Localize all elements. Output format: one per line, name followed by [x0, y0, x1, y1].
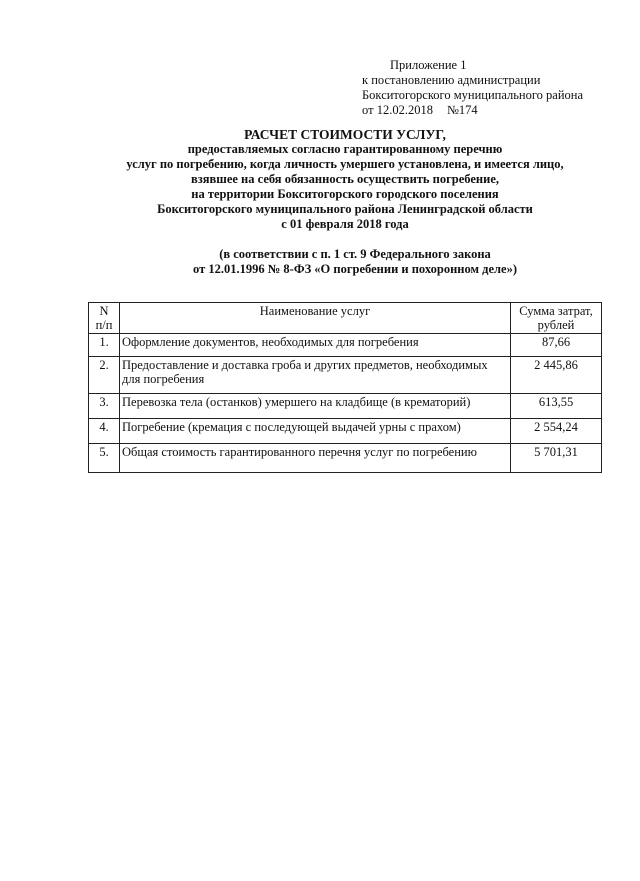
appendix-number: №174 [446, 103, 478, 117]
title-line: предоставляемых согласно гарантированному перечню [187, 142, 503, 156]
service-name: Погребение (кремация с последующей выдачей урны с прахом) [120, 419, 511, 444]
law-reference-line: (в соответствии с п. 1 ст. 9 Федерального закона [219, 247, 491, 261]
table-header-row [89, 303, 602, 334]
table-row [89, 444, 602, 473]
appendix-date: 12.02.2018 [376, 103, 433, 117]
service-sum: 2 445,86 [511, 357, 602, 394]
title-line: Бокситогорского муниципального района Ленинградской области [157, 202, 533, 216]
service-name: Перевозка тела (останков) умершего на кладбище (в крематорий) [120, 394, 511, 419]
row-number: 5. [89, 444, 120, 473]
appendix-district-line: Бокситогорского муниципального района [362, 88, 584, 102]
service-name: Общая стоимость гарантированного перечня услуг по погребению [120, 444, 511, 473]
header-number [89, 303, 120, 334]
row-number: 4. [89, 419, 120, 444]
service-sum: 87,66 [511, 334, 602, 357]
service-name: Предоставление и доставка гроба и других предметов, необходимых для погребения [120, 357, 511, 394]
appendix-resolution-line: к постановлению администрации [362, 73, 541, 87]
law-reference-line: от 12.01.1996 № 8-ФЗ «О погребении и похоронном деле») [193, 262, 517, 276]
row-number: 2. [89, 357, 120, 394]
header-sum-line1: Сумма затрат, [519, 304, 593, 318]
appendix-title: Приложение 1 [390, 58, 467, 72]
title-line: услуг по погребению, когда личность умершего установлена, и имеется лицо, [126, 157, 564, 171]
row-number: 3. [89, 394, 120, 419]
appendix-block [362, 58, 583, 118]
service-name: Оформление документов, необходимых для погребения [120, 334, 511, 357]
table-row [89, 334, 602, 357]
service-sum: 2 554,24 [511, 419, 602, 444]
appendix-date-line [362, 103, 583, 118]
document-title: РАСЧЕТ СТОИМОСТИ УСЛУГ, [244, 127, 446, 142]
law-reference [120, 247, 590, 277]
service-sum: 5 701,31 [511, 444, 602, 473]
services-table [88, 302, 602, 473]
title-line: с 01 февраля 2018 года [281, 217, 409, 231]
row-number: 1. [89, 334, 120, 357]
title-line: взявшее на себя обязанность осуществить погребение, [190, 172, 499, 186]
document-title-block [95, 127, 595, 232]
header-service-name: Наименование услуг [120, 303, 511, 334]
table-row [89, 357, 602, 394]
appendix-date-prefix: от [362, 103, 374, 117]
service-sum: 613,55 [511, 394, 602, 419]
header-number-line2: п/п [95, 318, 113, 332]
table-row [89, 419, 602, 444]
table-row [89, 394, 602, 419]
header-sum [511, 303, 602, 334]
header-sum-line2: рублей [537, 318, 575, 332]
header-number-line1: N [99, 304, 109, 318]
title-line: на территории Бокситогорского городского поселения [191, 187, 499, 201]
